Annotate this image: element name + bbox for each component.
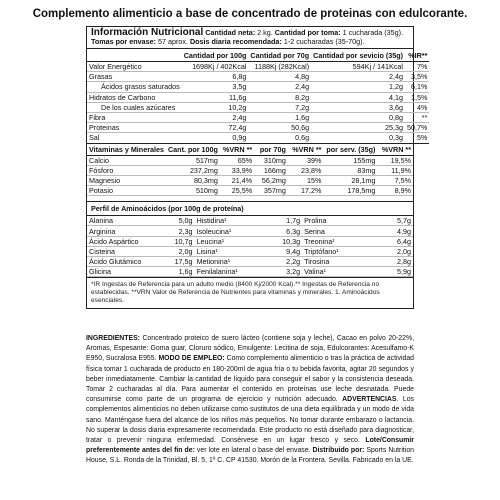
table-cell: 8,2g	[248, 92, 311, 102]
table-cell: 72,4g	[182, 123, 249, 133]
vitamins-table	[87, 144, 413, 197]
table-cell: 594Kj / 141Kcal	[311, 62, 405, 72]
table-row	[87, 155, 413, 165]
table-cell: Ácido Glutámico	[87, 257, 162, 267]
table-row	[87, 236, 413, 246]
table-cell: 2,3g	[162, 226, 195, 236]
distributor-label: Distribuido por:	[312, 447, 365, 455]
table-row	[87, 165, 413, 175]
table-cell: Glicina	[87, 267, 162, 277]
table-cell: Ácido Aspártico	[87, 236, 162, 246]
dose-label: Dosis diaria recomendada:	[189, 37, 282, 46]
nutrition-column-header	[87, 49, 429, 62]
table-cell: 11,6g	[182, 92, 249, 102]
table-cell: Proteinas	[87, 123, 182, 133]
table-cell: 1,6g	[248, 112, 311, 122]
table-cell: Histidina¹	[195, 216, 270, 226]
column-header: Cant. por 100g	[167, 144, 218, 154]
table-cell: 2,4g	[182, 112, 249, 122]
table-row	[87, 72, 429, 82]
table-cell: 0,6g	[248, 133, 311, 143]
per-serving-value: 1 cucharada (35g).	[342, 28, 403, 37]
table-cell: 155mg	[323, 155, 377, 165]
table-cell: 10,2g	[182, 102, 249, 112]
table-cell: Ácidos grasos saturados	[87, 82, 182, 92]
table-cell: 0,9g	[182, 133, 249, 143]
table-cell: Potasio	[87, 186, 166, 196]
dose-value: 1-2 cucharadas (35-70g).	[283, 37, 365, 46]
table-cell: 17,5g	[162, 257, 195, 267]
per-serving-label: Cantidad por toma:	[274, 28, 341, 37]
table-cell: 6,8g	[182, 72, 249, 82]
nutrition-heading: Información Nutricional	[91, 27, 204, 38]
table-cell: 15%	[288, 175, 324, 185]
table-cell: 80,3mg	[166, 175, 220, 185]
table-cell: De los cuales azúcares	[87, 102, 182, 112]
table-cell: 2,4g	[311, 72, 405, 82]
ingredients-block	[86, 334, 414, 467]
table-cell: Treonina¹	[302, 236, 380, 246]
table-cell: **	[405, 112, 429, 122]
table-cell: 50,6g	[248, 123, 311, 133]
nutrition-rows	[87, 62, 429, 144]
table-cell: 1,6g	[162, 267, 195, 277]
ingredients-label: INGREDIENTES:	[86, 335, 140, 342]
warnings-label: ADVERTENCIAS	[342, 396, 397, 404]
amino-title: Perfil de Aminoácidos (por 100g de proteína)	[87, 202, 413, 216]
table-cell: 6,1%	[405, 82, 429, 92]
usage-label: MODO DE EMPLEO:	[158, 355, 225, 363]
table-cell: 56,2mg	[254, 175, 288, 185]
table-cell: 5,0g	[162, 216, 195, 226]
column-header: por serv. (35g)	[323, 144, 377, 156]
column-header: %VRN **	[288, 144, 324, 156]
table-cell: 2,2g	[270, 257, 303, 267]
table-cell: 83mg	[323, 165, 377, 175]
table-cell: Prolina	[302, 216, 380, 226]
table-cell: Triptófano¹	[302, 246, 380, 256]
table-cell: Valina¹	[302, 267, 380, 277]
table-cell: 7%	[405, 62, 429, 72]
table-cell: 10,3g	[270, 236, 303, 246]
table-cell: 1,2g	[311, 82, 405, 92]
table-cell: 28,1mg	[323, 175, 377, 185]
table-cell: 50,7%	[407, 123, 428, 133]
table-cell: Lisina¹	[195, 246, 270, 256]
table-cell: 4,1g	[311, 92, 405, 102]
table-cell: 3,6g	[311, 102, 405, 112]
amino-rows	[87, 216, 413, 277]
batch-text: ver lote en lateral o base del envase.	[194, 447, 313, 455]
table-cell: 510mg	[166, 186, 220, 196]
table-cell: 33,9%	[220, 165, 254, 175]
table-cell: 237,2mg	[166, 165, 220, 175]
table-cell: 2,8g	[380, 257, 413, 267]
table-row	[87, 186, 413, 196]
footnotes: *IR Ingestas de Referencia para un adulto medio (8400 Kj/2000 Kcal).** Ingestas de Referencia no establecidas. **VRN Valor de Referencia de Nutrientes para vitaminas y minerales. 1. Aminoácidos esenciales.	[87, 277, 413, 308]
table-cell: 2,0g	[380, 246, 413, 256]
column-header	[87, 49, 182, 62]
table-cell: 25,5%	[220, 186, 254, 196]
table-cell: 0,3g	[311, 133, 405, 143]
table-row	[87, 62, 429, 72]
table-cell: 6,3g	[270, 226, 303, 236]
table-cell: Serina	[302, 226, 380, 236]
table-cell: Arginina	[87, 226, 162, 236]
table-cell: 39%	[288, 155, 324, 165]
table-cell: 3,2g	[270, 267, 303, 277]
nutrition-table	[87, 49, 429, 144]
amino-table	[87, 216, 413, 277]
column-header: por 70g	[254, 144, 288, 156]
table-cell: 9,4g	[270, 246, 303, 256]
column-header: Cantidad por 100g	[183, 50, 247, 60]
table-cell: 5,9g	[380, 267, 413, 277]
table-cell: 2,4g	[248, 82, 311, 92]
table-cell: Cisteina	[87, 246, 162, 256]
table-cell: 65%	[220, 155, 254, 165]
table-row	[87, 216, 413, 226]
table-cell: 166mg	[254, 165, 288, 175]
table-cell: 6,4g	[380, 236, 413, 246]
table-cell: 11,9%	[377, 165, 413, 175]
table-cell: Tirosina	[302, 257, 380, 267]
table-cell: 8,9%	[377, 186, 413, 196]
table-cell: Isoleucina¹	[195, 226, 270, 236]
table-cell: 19,5%	[377, 155, 413, 165]
table-cell: Metionina¹	[195, 257, 270, 267]
table-cell: 178,5mg	[323, 186, 377, 196]
column-header: %VRN **	[220, 144, 254, 156]
table-row	[87, 133, 429, 143]
usage-text: Como complemento alimenticio o tras la práctica de actividad física tomar 1 cucharada de producto en 180-200ml de agua fría o tu bebida favorita, agitar 20 segundos y beber inmediatamente. Cambiar la cantidad de líquido para conseguir el sabor y la consistencia deseada. Tomar 2 cucharadas al día. Para aumentar el contenido en proteínas use leche desnatada. Puede consumirse como parte de un programa de ejercicio y nutrición adecuado.	[86, 355, 415, 404]
table-row	[87, 92, 429, 102]
column-header: %IR**	[405, 49, 429, 62]
table-cell: 7,5%	[377, 175, 413, 185]
table-cell: Fibra	[87, 112, 182, 122]
table-cell: 0,8g	[311, 112, 405, 122]
table-cell: 5%	[405, 133, 429, 143]
batch-label: Lote/Consumir preferentemente antes del fin de:	[86, 437, 414, 455]
table-cell: 1,7g	[270, 216, 303, 226]
table-cell: 21,4%	[220, 175, 254, 185]
table-row	[87, 226, 413, 236]
table-cell: Fenilalanina¹	[195, 267, 270, 277]
nutrition-panel	[86, 26, 428, 309]
column-header: %VRN **	[377, 144, 413, 156]
table-cell: Calcio	[87, 155, 166, 165]
servings-label: Tomas por envase:	[91, 37, 156, 46]
net-value: 2 kg.	[257, 28, 273, 37]
column-header: Vitaminas y Minerales	[89, 144, 164, 154]
table-cell: Leucina¹	[195, 236, 270, 246]
table-row	[87, 102, 429, 112]
table-row	[87, 257, 413, 267]
column-header: Cantidad por sevicio (35g)	[313, 50, 404, 60]
table-cell: 517mg	[166, 155, 220, 165]
table-cell: 1,5%	[405, 92, 429, 102]
net-label: Cantidad neta:	[205, 28, 256, 37]
table-cell: Magnesio	[87, 175, 166, 185]
distributor-text: Sports Nutrition House, S.L. Ronda de la Trinidad, Bl. 5, 1º C. CP 41530. Morón de la Frontera. Sevilla. Fabricado en la UE.	[86, 447, 414, 465]
warnings-text: . Los complementos alimenticios no deben utilizarse como sustitutos de una dieta equilibrada y un modo de vida sano. Manténgase fuera del alcance de los niños más pequeños. No tomar durante embarazo o lactancia. No superar la dosis diaria expresamente recomendada. Este producto no está diseñado para diagnosticar, tratar o prevenir ninguna enfermedad. Consérvese en un lugar fresco y seco.	[86, 396, 414, 445]
vitamins-rows	[87, 155, 413, 196]
table-cell: 1698Kj / 402Kcal	[182, 62, 249, 72]
nutrition-header	[87, 27, 413, 49]
table-cell: 10,7g	[162, 236, 195, 246]
servings-value: 57 aprox.	[157, 37, 188, 46]
table-cell: 17,2%	[288, 186, 324, 196]
table-cell: 1188Kj (282Kcal)	[248, 62, 311, 72]
table-row	[87, 246, 413, 256]
table-cell: Valor Energético	[87, 62, 182, 72]
table-cell: Fósforo	[87, 165, 166, 175]
table-cell: 25,3g	[311, 123, 405, 133]
product-title: Complemento alimenticio a base de concentrado de proteinas con edulcorante.	[32, 8, 468, 20]
table-cell: 2,0g	[162, 246, 195, 256]
table-row	[87, 82, 429, 92]
table-cell: 4,9g	[380, 226, 413, 236]
table-cell: 310mg	[254, 155, 288, 165]
table-cell: 7,2g	[248, 102, 311, 112]
table-row	[87, 123, 429, 133]
table-cell: 3,5%	[405, 72, 429, 82]
ingredients-text: Concentrado proteico de suero lácteo (contiene soja y leche), Cacao en polvo 20-22%, Aromas, Espesante: Goma guar, Cloruro sódico, Emulgente: Lecitina de soja, Edulcorantes: Acesulfamo-K E950, Sucralosa E955.	[86, 335, 414, 363]
table-row	[87, 112, 429, 122]
table-cell: 4,8g	[248, 72, 311, 82]
table-row	[87, 267, 413, 277]
table-row	[87, 175, 413, 185]
table-cell: 23,8%	[288, 165, 324, 175]
table-cell: 4%	[405, 102, 429, 112]
table-cell: Hidratos de Carbono	[87, 92, 182, 102]
table-cell: 357mg	[254, 186, 288, 196]
table-cell: Alanina	[87, 216, 162, 226]
table-cell: Grasas	[87, 72, 182, 82]
table-cell: 5,7g	[380, 216, 413, 226]
table-cell: Sal	[87, 133, 182, 143]
table-cell: 3,5g	[182, 82, 249, 92]
column-header: Cantidad por 70g	[250, 50, 310, 60]
vitamins-column-header	[87, 144, 413, 156]
